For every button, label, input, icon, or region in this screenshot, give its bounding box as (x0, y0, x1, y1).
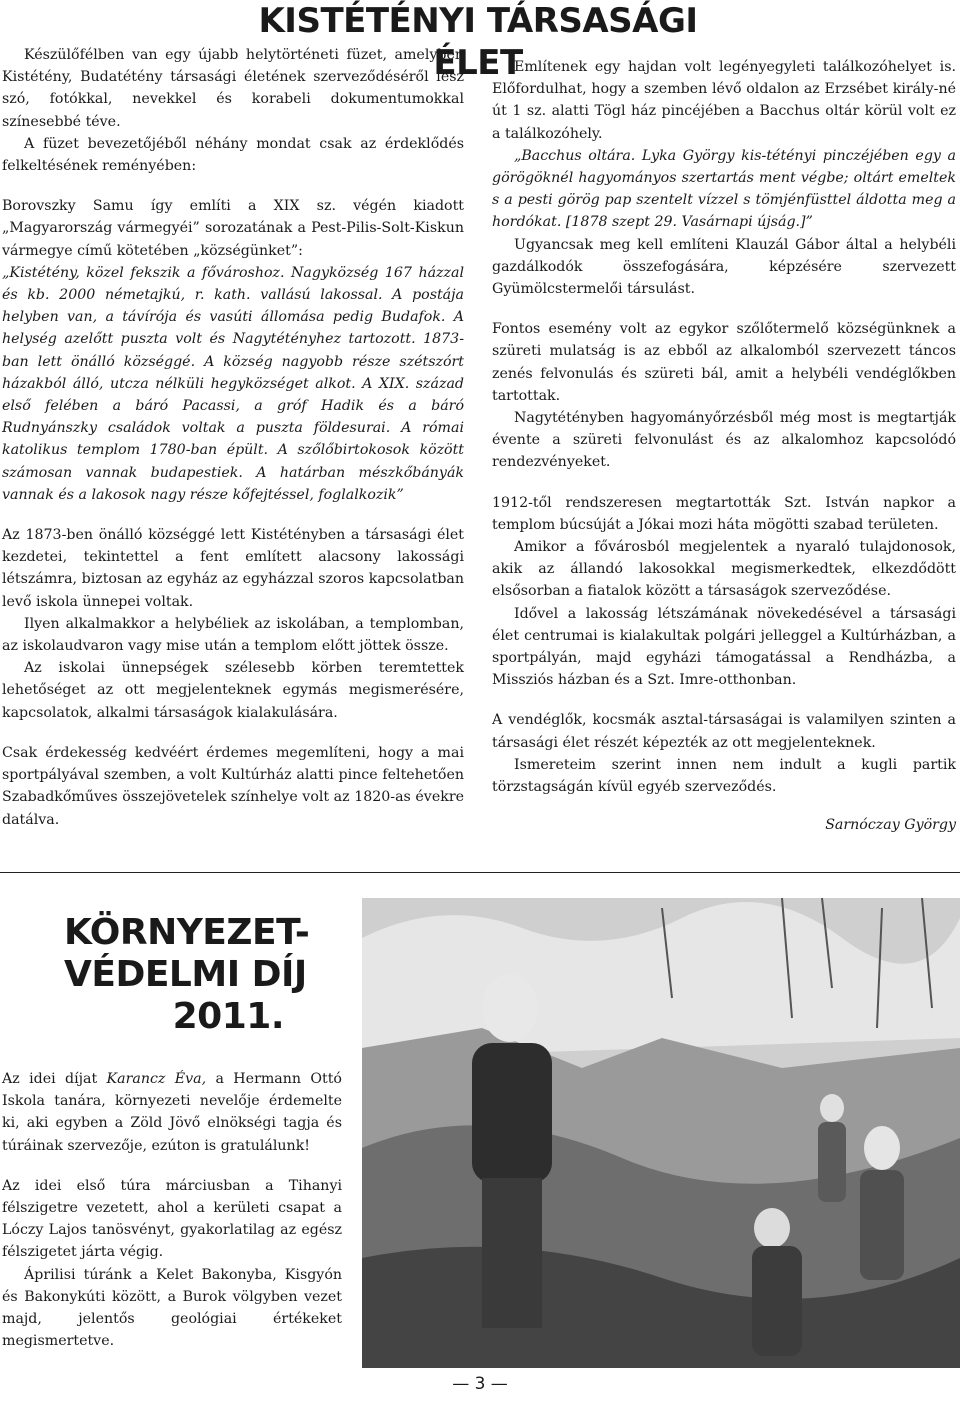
quote: „Bacchus oltára. Lyka György kis-tétényi pinczéjében egy a görögöknél hagyományos szertartás ment végbe; oltárt emeltek s a pesti görög pap szentelt vízzel s tömjénfüsttel áldotta meg a hordókat. [1878 szept 29. Vasárnapi újság.]” (492, 147, 956, 231)
paragraph: Ismereteim szerint innen nem indult a kugli partik törzstagságán kívül egyéb szerveződés. (492, 756, 956, 796)
hiking-group-photo (362, 898, 960, 1368)
paragraph: Borovszky Samu így említi a XIX sz. végén kiadott „Magyarország vármegyéi” sorozatának a Pest-Pilis-Solt-Kiskun vármegye című kötetében „községünket”: (2, 198, 464, 259)
paragraph: Fontos esemény volt az egykor szőlőtermelő községünknek a szüreti mulatság is az ebből az alkalomból szervezett táncos zenés felvonulás és szüreti bál, amit a helybéli vendéglőkben tartottak. (492, 321, 956, 404)
photo-illustration (362, 898, 960, 1368)
paragraph (2, 1068, 342, 1157)
paragraph: A füzet bevezetőjéből néhány mondat csak az érdeklődés felkeltésének reményében: (2, 135, 464, 175)
award-heading-line: VÉDELMI DÍJ (64, 954, 307, 995)
quote: „Kistétény, közel fekszik a fővároshoz. Nagyközség 167 házzal és kb. 2000 németajkú, r. kath. vallású lakossal. A postája helyben van, a távírója és vasúti állomása pedig Budafok. A helység azelőtt puszta volt és Nagytétényhez tartozott. 1873-ban lett önálló községgé. A község nagyobb része szétszórt házakból álló, utcza nélküli hegyközséget alkot. A XIX. század első felében a báró Pacassi, a gróf Hadik és a báró Rudnyánszky családok voltak a puszta földesurai. A római katolikus templom 1780-ban épült. A szőlőbirtokosok között számosan vannak budapestiek. A határban mészkőbányák vannak és a lakosok nagy része kőfejtéssel, foglalkozik” (2, 264, 464, 503)
author-signature: Sarnóczay György (825, 817, 956, 834)
paragraph: Az 1873-ben önálló községgé lett Kistétényben a társasági élet kezdetei, tekintettel a fent említett alacsony lakossági létszámra, biztosan az egyház az egyházzal szoros kapcsolatban levő iskola ünnepei voltak. (2, 527, 464, 610)
paragraph: Ilyen alkalmakkor a helybéliek az iskolában, a templomban, az iskolaudvaron vagy mise után a templom előtt jöttek össze. (2, 615, 464, 655)
paragraph: Készülőfélben van egy újabb helytörténeti füzet, amelyben Kistétény, Budatétény társasági életének szerveződéséről lesz szó, fotókkal, nevekkel és korabeli dokumentumokkal színesebbé téve. (2, 47, 464, 130)
right-column (492, 56, 956, 837)
paragraph: Említenek egy hajdan volt legényegyleti találkozóhelyet is. Előfordulhat, hogy a szemben lévő oldalon az Erzsébet király-né út 1 sz. alatti Tögl ház pincéjében a Bacchus oltár körül volt ez a találkozóhely. (492, 59, 956, 142)
paragraph: Csak érdekesség kedvéért érdemes megemlíteni, hogy a mai sportpályával szemben, a volt Kultúrház alatti pince feltehetően Szabadkőműves összejövetelek színhelye volt az 1820-as évekre datálva. (2, 744, 464, 828)
award-heading-line: 2011. (172, 996, 284, 1037)
paragraph: 1912-től rendszeresen megtartották Szt. István napkor a templom búcsúját a Jókai mozi háta mögötti szabad területen. (492, 494, 956, 533)
paragraph: Az iskolai ünnepségek szélesebb körben teremtettek lehetőséget az ott megjelenteknek egymás megismerésére, kapcsolatok, alkalmi társaságok kialakulására. (2, 660, 464, 721)
paragraph: Nagytétényben hagyományőrzésből még most is megtartják évente a szüreti felvonulást és az alkalomhoz kapcsolódó rendezvényeket. (492, 410, 956, 471)
paragraph: Az idei első túra márciusban a Tihanyi félszigetre vezetett, ahol a kerületi csapat a Lóczy Lajos tanösvényt, gyakorlatilag az egész félszigetet járta végig. (2, 1177, 342, 1261)
left-column (2, 44, 464, 831)
paragraph: Ugyancsak meg kell említeni Klauzál Gábor által a helybéli gazdálkodók összefogására, képzésére szervezett Gyümölcstermelői társulást. (492, 236, 956, 298)
section-divider (0, 872, 960, 873)
award-heading-line: KÖRNYEZET- (64, 912, 310, 953)
award-text (2, 1068, 342, 1352)
paragraph: A vendéglők, kocsmák asztal-társaságai is valamilyen szinten a társasági élet részét képezték az ott megjelenteknek. (492, 712, 956, 751)
paragraph: Áprilisi túránk a Kelet Bakonyba, Kisgyón és Bakonykúti között, a Burok völgyben vezet majd, jelentős geológiai értékeket megismertetve. (2, 1266, 342, 1350)
page-title: KISTÉTÉNYI TÁRSASÁGI ÉLET (258, 1, 698, 83)
award-heading (64, 912, 310, 1038)
awardee-name: Karancz Éva, (106, 1071, 207, 1087)
page-number: — 3 — (452, 1374, 508, 1394)
text-run: a Hermann Ottó Iskola tanára, környezeti nevelője érdemelte ki, aki egyben a Zöld Jövő elnökségi tagja és túráinak szervezője, ezúton is gratulálunk! (2, 1071, 342, 1154)
text-run: Az idei díjat (2, 1071, 107, 1087)
paragraph: Idővel a lakosság létszámának növekedésével a társasági élet centrumai is kialakultak polgári jelleggel a Kultúrházban, a sportpályán, majd egyházi támogatással a Rendházba, a Missziós házban és a Szt. Imre-otthonban. (492, 605, 956, 689)
paragraph: Amikor a fővárosból megjelentek a nyaraló tulajdonosok, akik az állandó lakosokkal megismerkedtek, elkezdődött elsősorban a fiatalok között a társaságok szerveződése. (492, 539, 956, 600)
